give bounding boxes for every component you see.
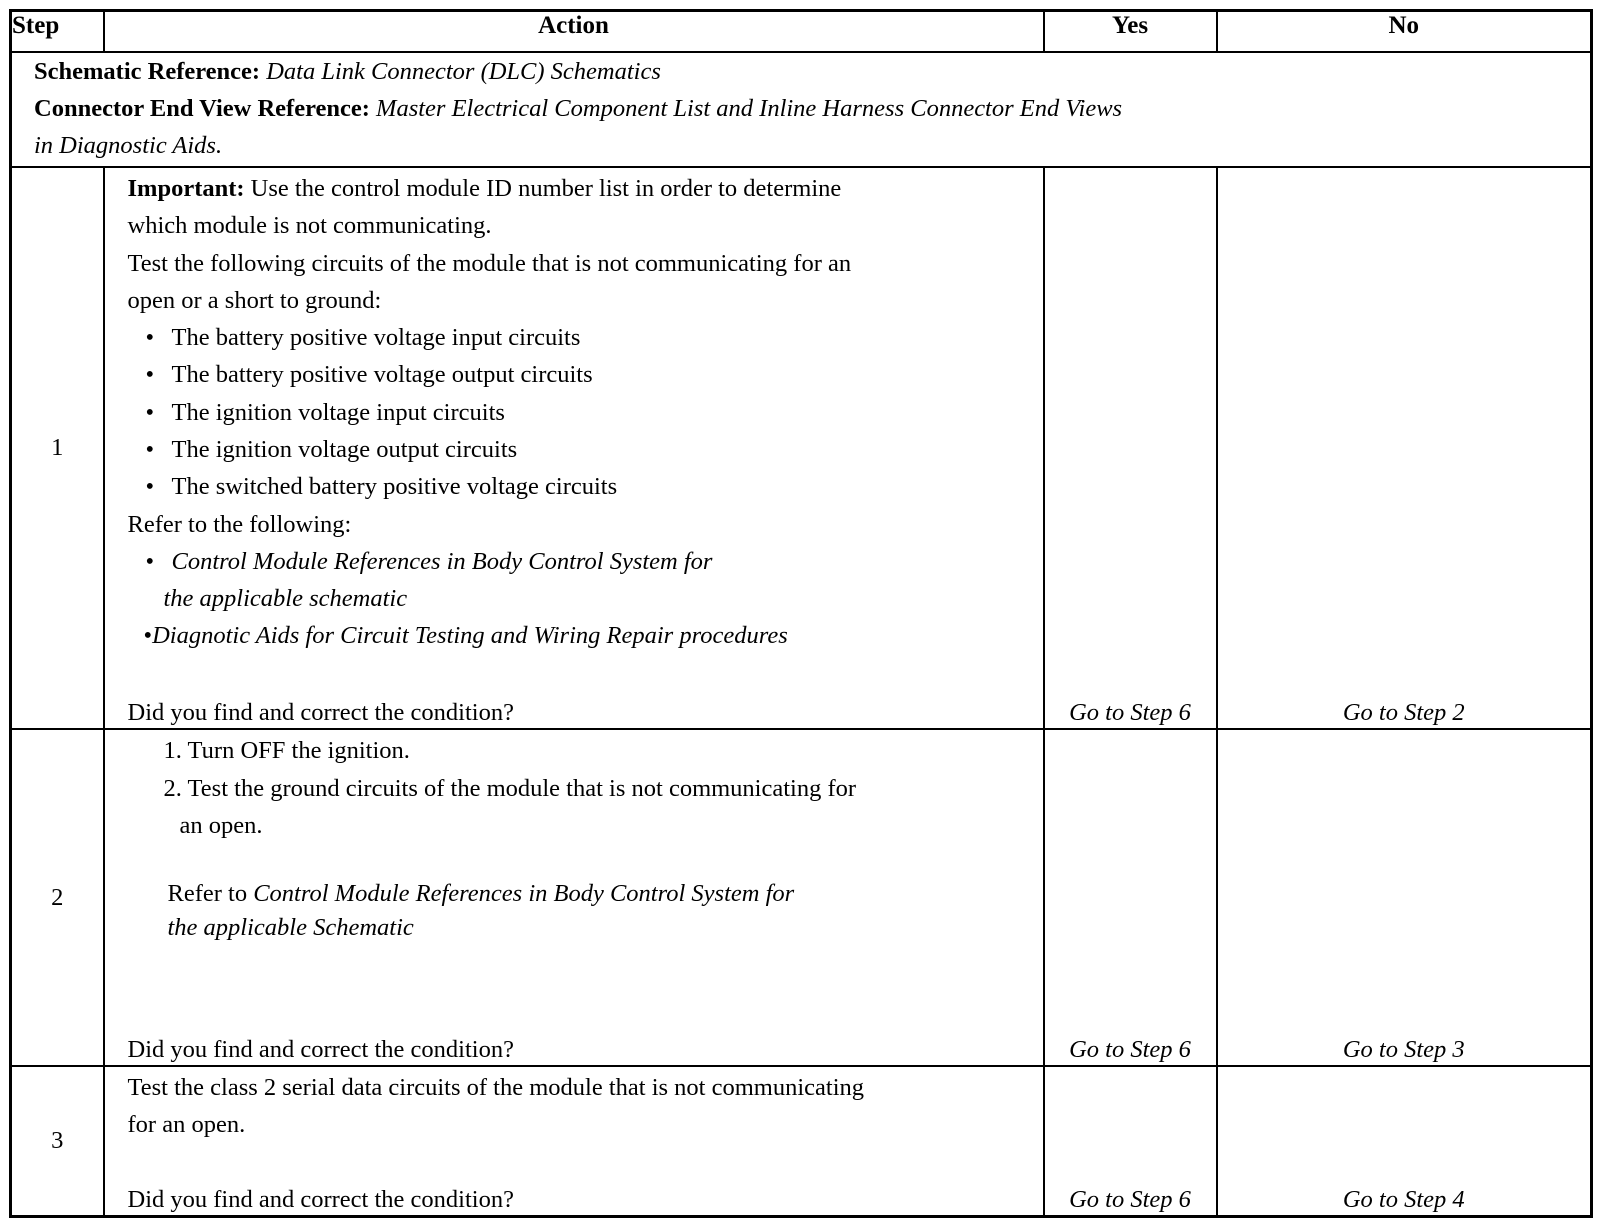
step-2-no-cell (1217, 729, 1592, 1065)
step-1-action: Important: Use the control module ID number list in order to determine which module is not communicating. Test the following circuits of the module that is not communicating for an open or a short to ground: • The battery positive voltage input circuits • The battery positive voltage output circuits • The ignition voltage input circuits • The ignition voltage output circuits • The switched battery positive voltage circuits Refer to the following: • Control Module References in Body Control System for the applicable schematic •Diagnotic Aids for Circuit Testing and Wiring Repair procedures Did you find and correct the condition? (104, 167, 1044, 729)
step-1-yes-link[interactable]: Go to Step 6 (1069, 699, 1191, 727)
reference-link-item[interactable]: • Control Module References in Body Control System for (145, 547, 713, 575)
diagnostic-table (9, 9, 1593, 1218)
step-3-yes-cell (1044, 1066, 1217, 1217)
step-3-question: Did you find and correct the condition? (127, 1186, 514, 1213)
reference-row (11, 52, 1592, 167)
step-2-question: Did you find and correct the condition? (127, 1035, 514, 1063)
bullet-item: • The ignition voltage output circuits (145, 435, 518, 463)
step-2-number: 2 (11, 729, 104, 1065)
step-1-yes-cell (1044, 167, 1217, 729)
bullet-item: • The switched battery positive voltage circuits (145, 473, 618, 501)
step-3-no-cell (1217, 1066, 1592, 1217)
schematic-reference-label: Schematic Reference: (34, 57, 261, 85)
bullet-item: • The ignition voltage input circuits (145, 398, 505, 426)
bullet-item: • The battery positive voltage output circuits (145, 361, 593, 389)
step-3-no-link[interactable]: Go to Step 4 (1342, 1186, 1465, 1213)
step-2-refer: Refer to Control Module References in Body Control System for (167, 880, 795, 908)
connector-reference-cont[interactable]: in Diagnostic Aids. (34, 131, 223, 159)
connector-reference-label: Connector End View Reference: (34, 94, 370, 122)
header-row (11, 11, 1592, 52)
reference-cell (11, 52, 1592, 167)
step-2-item-2: 2. Test the ground circuits of the module that is not communicating for (163, 774, 857, 802)
header-step: Step (11, 11, 104, 52)
step-3-row (11, 1066, 1592, 1217)
reference-link-item[interactable]: •Diagnotic Aids for Circuit Testing and Wiring Repair procedures (143, 622, 788, 650)
important-label: Important: (127, 174, 245, 202)
header-no: No (1217, 11, 1592, 52)
schematic-reference (34, 53, 1590, 90)
step-2-no-link[interactable]: Go to Step 3 (1342, 1035, 1465, 1063)
step-3-number: 3 (11, 1066, 104, 1217)
step-1-important: Important: Use the control module ID number list in order to determine (127, 174, 842, 202)
step-3-action: Test the class 2 serial data circuits of the module that is not communicating for an open. Did you find and correct the condition? (104, 1066, 1044, 1217)
step-2-item-1: 1. Turn OFF the ignition. (163, 737, 410, 765)
header-action: Action (104, 11, 1044, 52)
step-1-number: 1 (11, 167, 104, 729)
step-3-yes-link[interactable]: Go to Step 6 (1069, 1186, 1191, 1213)
step-2-action: 1. Turn OFF the ignition. 2. Test the ground circuits of the module that is not communicating for an open. Refer to Control Module References in Body Control System for the applicable Schematic Did you find and correct the condition? (104, 729, 1044, 1065)
connector-reference-link[interactable]: Master Electrical Component List and Inline Harness Connector End Views (376, 94, 1123, 122)
step-2-refer-link[interactable]: Control Module References in Body Control System for (253, 880, 795, 908)
step-1-no-link[interactable]: Go to Step 2 (1342, 699, 1465, 727)
step-1-question: Did you find and correct the condition? (127, 699, 514, 727)
step-2-row (11, 729, 1592, 1065)
step-1-no-cell (1217, 167, 1592, 729)
connector-reference (34, 90, 1590, 127)
step-1-row (11, 167, 1592, 729)
schematic-reference-link[interactable]: Data Link Connector (DLC) Schematics (266, 57, 661, 85)
bullet-item: • The battery positive voltage input circuits (145, 324, 581, 352)
step-2-yes-link[interactable]: Go to Step 6 (1069, 1035, 1191, 1063)
step-2-yes-cell (1044, 729, 1217, 1065)
header-yes: Yes (1044, 11, 1217, 52)
